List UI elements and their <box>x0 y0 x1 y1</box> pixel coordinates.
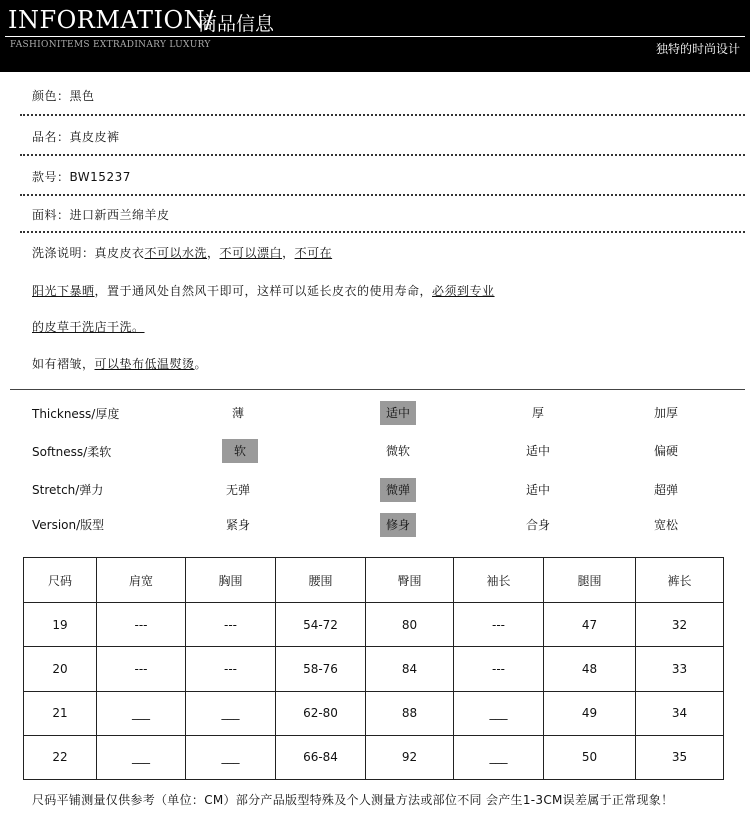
divider <box>20 231 745 233</box>
header-divider <box>5 36 745 37</box>
version-option: 紧身 <box>225 518 250 532</box>
style-number-line: 款号：BW15237 <box>32 170 131 184</box>
title-chinese: 商品信息 <box>198 13 275 35</box>
table-cell: --- <box>454 603 544 647</box>
header-cell: 胸围 <box>186 558 276 603</box>
stretch-option: 微弹 <box>380 478 416 502</box>
stretch-label: Stretch/弹力 <box>32 483 104 497</box>
header-cell: 肩宽 <box>97 558 186 603</box>
table-cell: 34 <box>636 691 724 735</box>
table-cell: ___ <box>186 735 276 779</box>
table-cell: --- <box>186 603 276 647</box>
table-cell: 58-76 <box>276 647 366 691</box>
table-cell: --- <box>97 647 186 691</box>
stretch-option: 无弹 <box>225 483 250 497</box>
table-cell: 50 <box>544 735 636 779</box>
table-cell: ___ <box>454 691 544 735</box>
thickness-option: 适中 <box>380 401 416 425</box>
table-cell: 22 <box>24 735 97 779</box>
table-cell: 92 <box>366 735 454 779</box>
table-cell: 62-80 <box>276 691 366 735</box>
wash-line-3: 的皮草干洗店干洗。 <box>32 320 145 334</box>
thickness-option: 薄 <box>231 406 244 420</box>
stretch-option: 超弹 <box>653 483 678 497</box>
table-cell: ___ <box>186 691 276 735</box>
subtitle: FASHIONITEMS EXTRADINARY LUXURY <box>10 40 211 50</box>
softness-option: 微软 <box>385 444 410 458</box>
table-row <box>24 735 724 779</box>
version-option: 修身 <box>380 513 416 537</box>
wash-line-1: 洗涤说明：真皮皮衣不可以水洗，不可以漂白，不可在 <box>32 246 333 260</box>
table-cell: 54-72 <box>276 603 366 647</box>
version-label: Version/版型 <box>32 518 105 532</box>
divider <box>20 154 745 156</box>
slogan: 独特的时尚设计 <box>655 42 740 56</box>
material-line: 面料：进口新西兰绵羊皮 <box>32 208 170 222</box>
table-cell: 88 <box>366 691 454 735</box>
version-option: 宽松 <box>653 518 678 532</box>
table-cell: ___ <box>97 735 186 779</box>
softness-option: 适中 <box>525 444 550 458</box>
table-row <box>24 691 724 735</box>
table-cell: 49 <box>544 691 636 735</box>
table-cell: 80 <box>366 603 454 647</box>
version-option: 合身 <box>525 518 550 532</box>
color-line: 颜色：黑色 <box>32 89 95 103</box>
softness-option: 软 <box>222 439 258 463</box>
table-cell: 48 <box>544 647 636 691</box>
table-cell: 20 <box>24 647 97 691</box>
table-cell: 66-84 <box>276 735 366 779</box>
size-table <box>23 557 724 780</box>
table-cell: 32 <box>636 603 724 647</box>
section-divider <box>10 389 745 390</box>
table-cell: 19 <box>24 603 97 647</box>
header-cell: 腰围 <box>276 558 366 603</box>
size-note: 尺码平铺测量仅供参考（单位：CM）部分产品版型特殊及个人测量方法或部位不同 会产生1-3CM误差属于正常现象！ <box>32 793 674 807</box>
table-cell: ___ <box>454 735 544 779</box>
thickness-option: 加厚 <box>653 406 678 420</box>
thickness-label: Thickness/厚度 <box>32 407 120 421</box>
table-row <box>24 603 724 647</box>
table-row <box>24 647 724 691</box>
table-cell: 33 <box>636 647 724 691</box>
divider <box>20 114 745 116</box>
table-cell: 21 <box>24 691 97 735</box>
title-english: INFORMATION/ <box>8 6 214 34</box>
header-cell: 腿围 <box>544 558 636 603</box>
header-cell: 袖长 <box>454 558 544 603</box>
name-line: 品名：真皮皮裤 <box>32 130 120 144</box>
divider <box>20 194 745 196</box>
table-cell: 35 <box>636 735 724 779</box>
softness-label: Softness/柔软 <box>32 445 112 459</box>
stretch-option: 适中 <box>525 483 550 497</box>
header-cell: 臀围 <box>366 558 454 603</box>
table-cell: 47 <box>544 603 636 647</box>
table-cell: --- <box>454 647 544 691</box>
header-banner <box>0 0 750 72</box>
wash-line-4: 如有褶皱，可以垫布低温熨烫。 <box>32 357 208 371</box>
table-cell: 84 <box>366 647 454 691</box>
table-cell: ___ <box>97 691 186 735</box>
wash-line-2: 阳光下暴晒，置于通风处自然风干即可，这样可以延长皮衣的使用寿命，必须到专业 <box>32 284 495 298</box>
table-header-row <box>24 558 724 603</box>
header-cell: 尺码 <box>24 558 97 603</box>
table-cell: --- <box>186 647 276 691</box>
thickness-option: 厚 <box>531 406 544 420</box>
table-cell: --- <box>97 603 186 647</box>
softness-option: 偏硬 <box>653 444 678 458</box>
header-cell: 裤长 <box>636 558 724 603</box>
